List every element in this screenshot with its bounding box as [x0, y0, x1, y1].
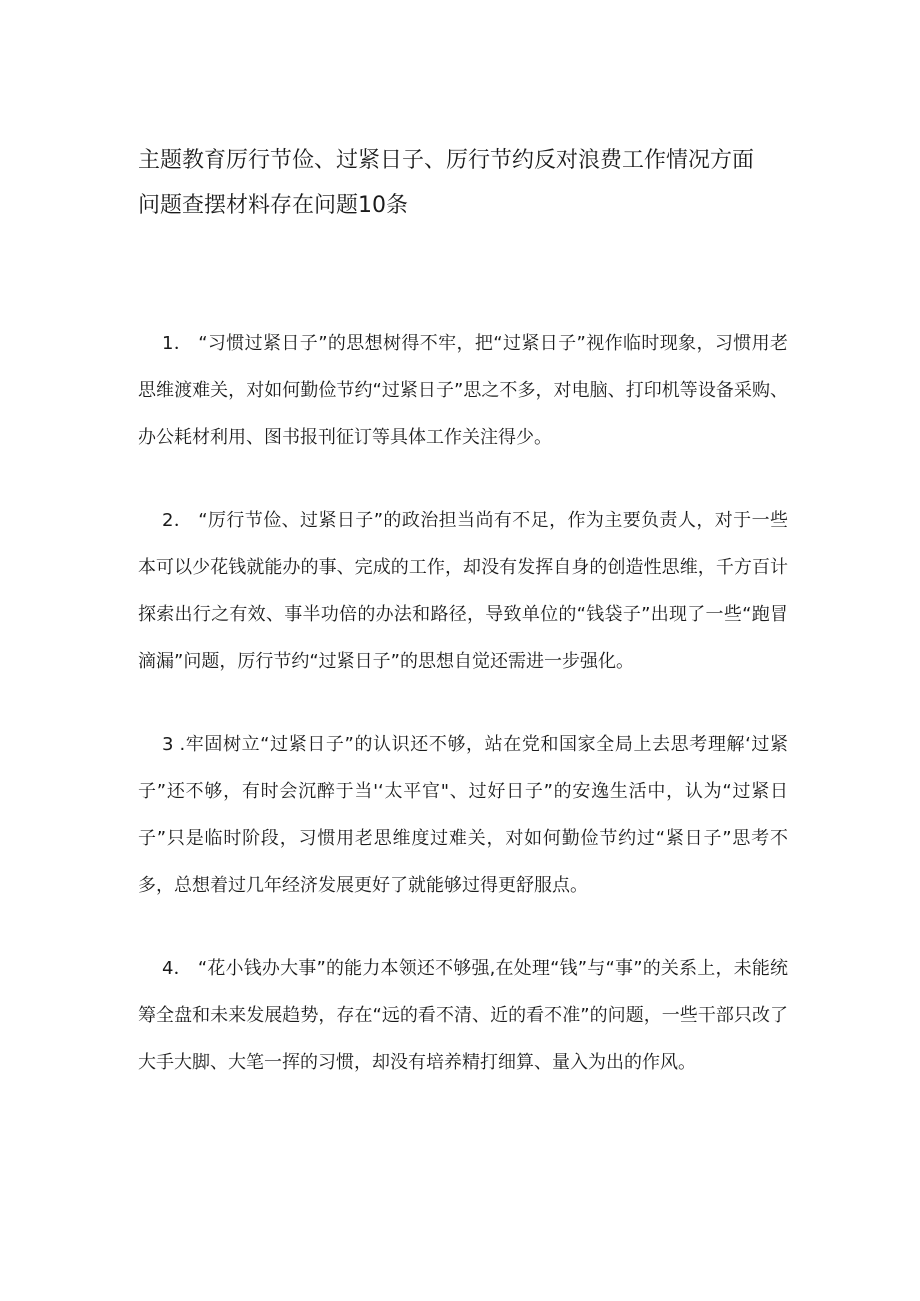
paragraph-4: [138, 945, 788, 1086]
paragraph-number: 1．: [162, 333, 193, 354]
document-title-line-1: 主题教育厉行节俭、过紧日子、厉行节约反对浪费工作情况方面: [138, 148, 755, 173]
document-title: [138, 138, 798, 228]
paragraph-text: .牢固树立“过紧日子”的认识还不够，站在党和国家全局上去思考理解‘过紧子”还不够，有时会沉醉于当'‘太平官"、过好日子”的安逸生活中，认为“过紧日子”只是临时阶段，习惯用老思维度过难关，对如何勤俭节约过“紧日子”思考不多，总想着过几年经济发展更好了就能够过得更舒服点。: [138, 734, 788, 896]
paragraph-number: 3: [162, 734, 174, 755]
paragraph-number: 4．: [162, 958, 192, 979]
paragraph-text: “厉行节俭、过紧日子”的政治担当尚有不足，作为主要负责人，对于一些本可以少花钱就能办的事、完成的工作，却没有发挥自身的创造性思维，千方百计探索出行之有效、事半功倍的办法和路径，导致单位的“钱袋子”出现了一些“跑冒滴漏”问题，厉行节约“过紧日子”的思想自觉还需进一步强化。: [138, 510, 789, 672]
document-body: [138, 320, 788, 1122]
paragraph-1: [138, 320, 788, 461]
paragraph-3: [138, 721, 788, 909]
paragraph-text: “习惯过紧日子”的思想树得不牢，把“过紧日子”视作临时现象，习惯用老思维渡难关，对如何勤俭节约“过紧日子”思之不多，对电脑、打印机等设备采购、办公耗材利用、图书报刊征订等具体工作关注得少。: [138, 333, 788, 448]
paragraph-text: “花小钱办大事”的能力本领还不够强,在处理“钱”与“事”的关系上，未能统筹全盘和未来发展趋势，存在“远的看不清、近的看不准”的问题，一些干部只改了大手大脚、大笔一挥的习惯，却没有培养精打细算、量入为出的作风。: [138, 958, 789, 1073]
document-title-line-2: 问题查摆材料存在问题10条: [138, 193, 408, 218]
paragraph-2: [138, 497, 788, 685]
paragraph-number: 2．: [162, 510, 193, 531]
